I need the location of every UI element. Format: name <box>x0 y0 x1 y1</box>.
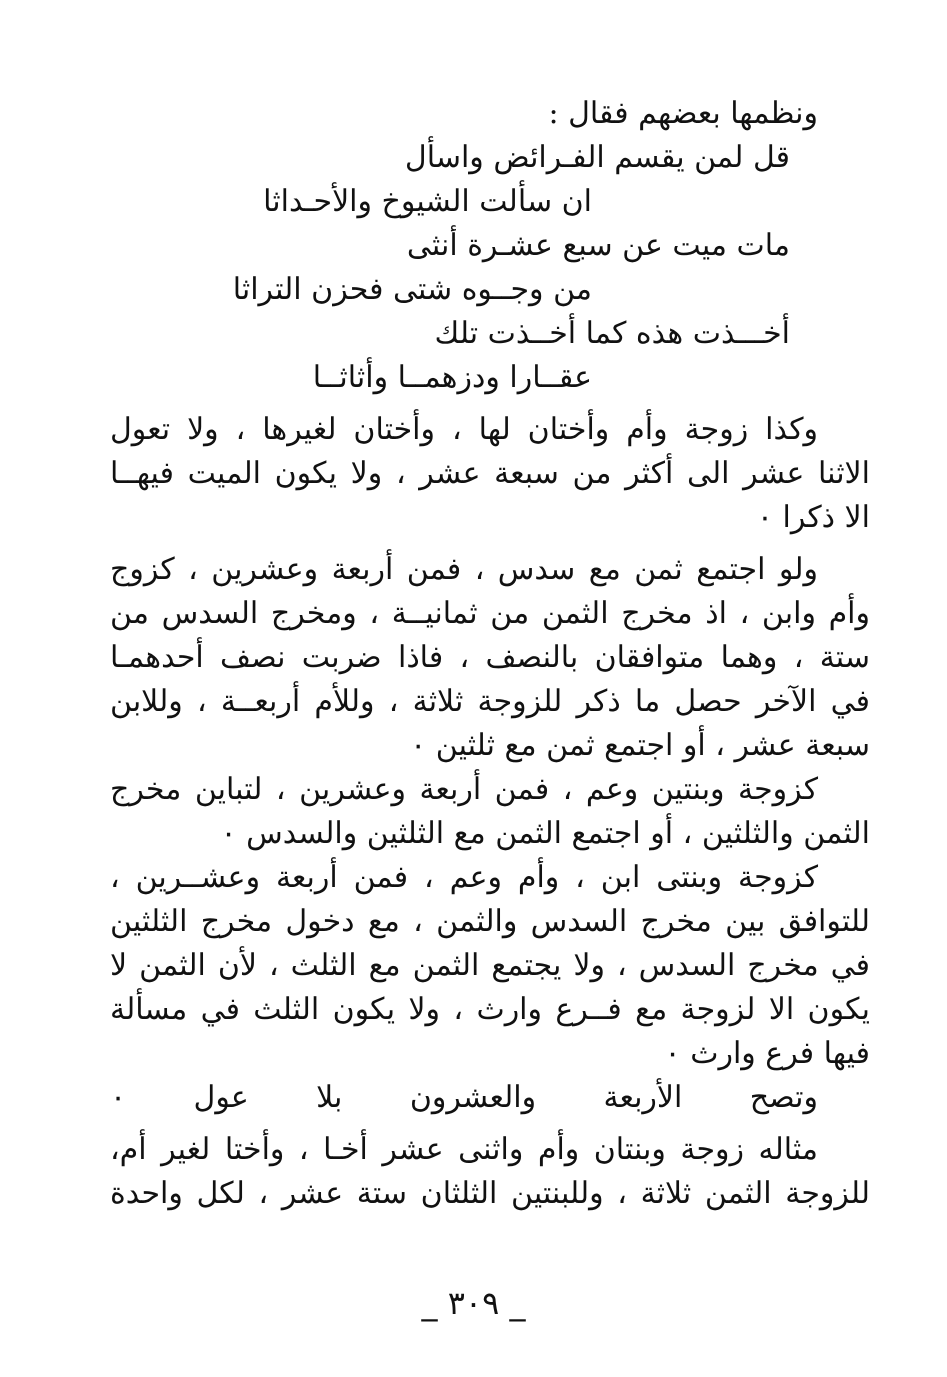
paragraph-line: وتصح الأربعة والعشرون بلا عول ٠ <box>110 1080 818 1115</box>
paragraph-line: للتوافق بين مخرج السدس والثمن ، مع دخول مخرج الثلثين <box>110 904 870 939</box>
paragraph-line: يكون الا لزوجة مع فــرع وارث ، ولا يكون الثلث في مسألة <box>110 992 870 1027</box>
paragraph <box>110 1076 870 1120</box>
poem-line: قل لمن يقسم الفـرائض واسأل <box>404 140 790 175</box>
paragraph-line: سبعة عشر ، أو اجتمع ثمن مع ثلثين ٠ <box>410 728 870 763</box>
paragraph-line: كزوجة وبنتى ابن ، وأم وعم ، فمن أربعة وعشــرين ، <box>110 860 818 895</box>
paragraph-line: مثاله زوجة وبنتان وأم واثنى عشر أخـا ، وأختا لغير أم، <box>110 1132 818 1167</box>
paragraph <box>110 1128 870 1216</box>
poem-line: مات ميت عن سبع عشـرة أنثى <box>406 228 790 263</box>
paragraph-line: في الآخر حصل ما ذكر للزوجة ثلاثة ، وللأم أربعــة ، وللابن <box>110 684 870 719</box>
paragraph-line: الاثنا عشر الى أكثر من سبعة عشر ، ولا يكون الميت فيهــا <box>110 456 870 491</box>
paragraph <box>110 768 870 856</box>
paragraph-line: كزوجة وبنتين وعم ، فمن أربعة وعشرين ، لتباين مخرج <box>110 772 818 807</box>
page-body <box>110 92 870 1216</box>
paragraph-line: للزوجة الثمن ثلاثة ، وللبنتين الثلثان ستة عشر ، لكل واحدة <box>110 1176 870 1211</box>
poem-line: أخـــذت هذه كما أخــذت تلك <box>434 316 790 351</box>
poem-line: من وجــوه شتى فحزن التراثا <box>232 272 592 307</box>
poem <box>110 136 870 400</box>
paragraph <box>110 408 870 540</box>
paragraph-line: في مخرج السدس ، ولا يجتمع الثمن مع الثلث ، لأن الثمن لا <box>110 948 870 983</box>
intro-line: ونظمها بعضهم فقال : <box>548 96 818 131</box>
paragraph-line: فيها فرع وارث ٠ <box>664 1036 870 1071</box>
poem-line: عقــارا ودزهمــا وأثاثــا <box>312 360 592 395</box>
paragraph-line: ولو اجتمع ثمن مع سدس ، فمن أربعة وعشرين ، كزوج <box>110 552 818 587</box>
paragraph-line: ستة ، وهما متوافقان بالنصف ، فاذا ضربت نصف أحدهمـا <box>110 640 870 675</box>
paragraph-line: الثمن والثلثين ، أو اجتمع الثمن مع الثلثين والسدس ٠ <box>220 816 870 851</box>
paragraph <box>110 548 870 768</box>
paragraph-line: وكذا زوجة وأم وأختان لها ، وأختان لغيرها ، ولا تعول <box>110 412 818 447</box>
page-number: _ ٣٠٩ _ <box>421 1284 526 1322</box>
paragraph-line: الا ذكرا ٠ <box>756 500 870 535</box>
paragraph <box>110 856 870 1076</box>
poem-line: ان سألت الشيوخ والأحـداثا <box>263 184 592 219</box>
paragraph-line: وأم وابن ، اذ مخرج الثمن من ثمانيــة ، ومخرج السدس من <box>110 596 870 631</box>
